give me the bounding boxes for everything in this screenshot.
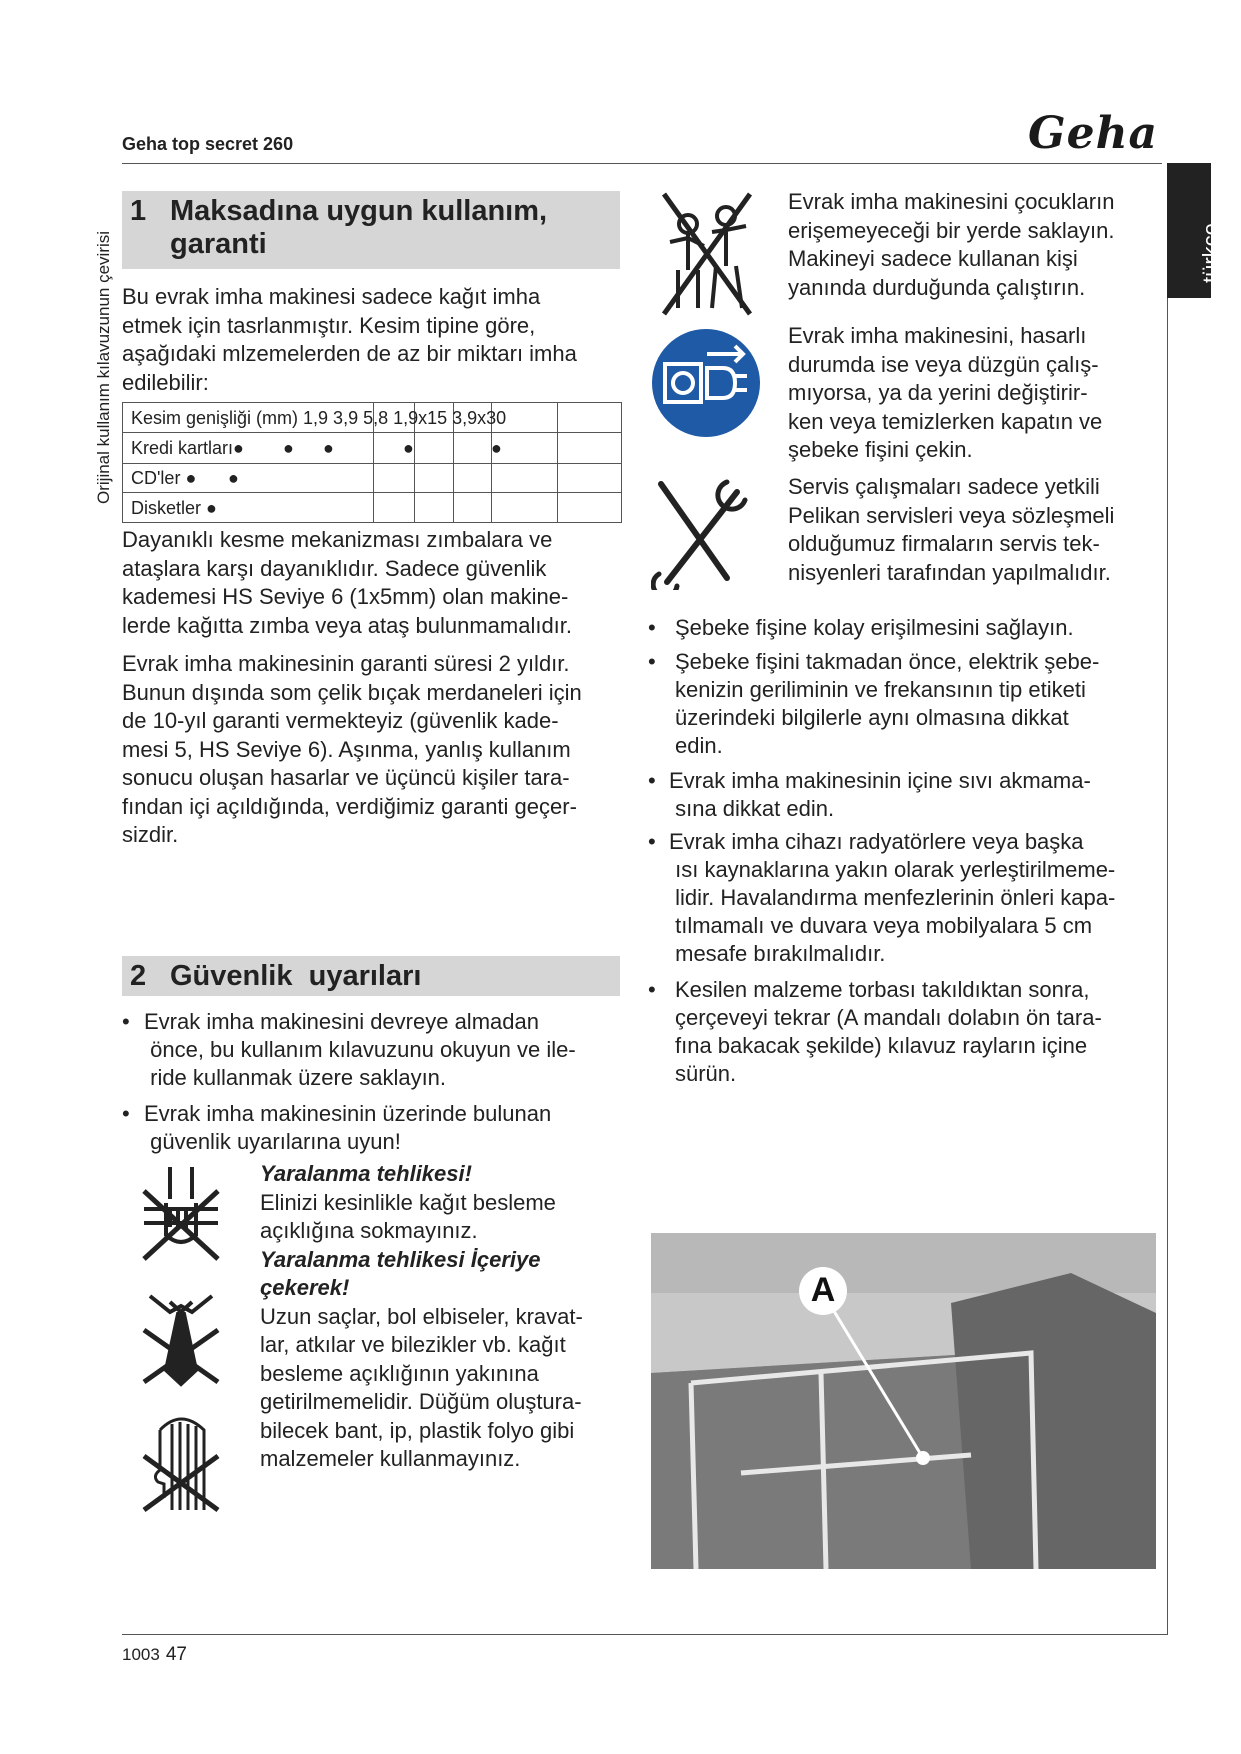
- mark-dot: ●: [323, 438, 334, 458]
- section-1-heading: [122, 191, 620, 269]
- children-prohibited-icon: [660, 190, 756, 316]
- table-row: Disketler ●: [131, 498, 217, 518]
- text-line: lar, atkılar ve bilezikler vb. kağıt: [260, 1332, 566, 1357]
- callout-label-a: A: [810, 1271, 836, 1309]
- text-line: edin.: [675, 733, 723, 758]
- page-number: 47: [165, 1644, 187, 1665]
- side-label: Orijinal kullanım kılavuzunun çevirisi: [94, 230, 113, 504]
- text-line: tılmamalı ve duvara veya mobilyalara 5 cm: [669, 913, 1093, 938]
- mark-dot: ●: [283, 438, 294, 458]
- text-line: Pelikan servisleri veya sözleşmeli: [788, 502, 1115, 528]
- text-line: yanında durduğunda çalıştırın.: [788, 274, 1086, 300]
- text-line: güvenlik uyarılarına uyun!: [144, 1129, 401, 1154]
- text-line: nisyenleri tarafından yapılmalıdır.: [788, 559, 1111, 585]
- table-row: CD'ler ●: [131, 468, 197, 488]
- text-line: ride kullanmak üzere saklayın.: [144, 1065, 447, 1090]
- text-line: kenizin geriliminin ve frekansının tip etiketi: [675, 677, 1086, 702]
- footer-divider: [122, 1634, 1168, 1635]
- unplug-warning-text: [788, 322, 1158, 465]
- text-line: Evrak imha makinesinin üzerinde bulunan: [144, 1101, 552, 1126]
- text-line: önce, bu kullanım kılavuzunu okuyun ve ile-: [144, 1037, 576, 1062]
- section-1-intro: [122, 283, 577, 397]
- text-line: durumda ise veya düzgün çalış-: [788, 351, 1099, 377]
- long-hair-warning-icon: [140, 1410, 222, 1514]
- children-warning-text: [788, 188, 1158, 302]
- text-line: Elinizi kesinlikle kağıt besleme: [260, 1189, 556, 1215]
- mark-dot: ●: [491, 438, 502, 458]
- geha-logo: Geha: [1028, 108, 1159, 159]
- section-1-para-3: [122, 650, 582, 850]
- photo-illustration: [651, 1233, 1156, 1569]
- unplug-mandatory-icon: [651, 328, 761, 438]
- text-line: sonucu oluşan hasarlar ve üçüncü kişiler tara-: [122, 765, 570, 790]
- text-line: Evrak imha makinesinin içine sıvı akmama-: [669, 768, 1091, 793]
- text-line: açıklığına sokmayınız.: [260, 1218, 478, 1243]
- text-line: Evrak imha makinesinin garanti süresi 2 yıldır.: [122, 651, 570, 676]
- text-line: Evrak imha makinesini, hasarlı: [788, 323, 1087, 348]
- text-line: Makineyi sadece kullanan kişi: [788, 246, 1078, 271]
- text-line: ken veya temizlerken kapatın ve: [788, 408, 1103, 434]
- document-code: 1003: [122, 1645, 160, 1664]
- text-line: Evrak imha makinesini devreye almadan: [144, 1009, 539, 1034]
- tie-entanglement-warning-icon: [140, 1290, 222, 1390]
- table-header-row: Kesim genişliği (mm) 1,9 3,9 5,8 1,9x15 3,9x30: [131, 408, 507, 428]
- text-line: Dayanıklı kesme mekanizması zımbalara ve: [122, 527, 553, 552]
- footer: [122, 1644, 187, 1666]
- text-line: ısı kaynaklarına yakın olarak yerleştirilmeme-: [669, 857, 1116, 882]
- tools-service-icon: [651, 478, 751, 590]
- document-title: Geha top secret 260: [122, 134, 294, 154]
- text-line: mesi 5, HS Seviye 6). Aşınma, yanlış kullanım: [122, 736, 571, 762]
- text-line: etmek için tasrlanmıştır. Kesim tipine göre,: [122, 312, 536, 338]
- section-title-line: Maksadına uygun kullanım,: [170, 195, 548, 227]
- text-line: Bunun dışında som çelik bıçak merdaneleri için: [122, 679, 582, 705]
- section-number: 1: [130, 195, 147, 227]
- text-line: Servis çalışmaları sadece yetkili: [788, 474, 1100, 499]
- mark-dot: ●: [403, 438, 414, 458]
- bag-frame-photo: [651, 1233, 1156, 1569]
- warning-title: çekerek!: [260, 1275, 350, 1300]
- hand-in-feed-warning-icon: [140, 1163, 222, 1263]
- text-line: bilecek bant, ip, plastik folyo gibi: [260, 1417, 575, 1443]
- text-line: erişemeyeceği bir yerde saklayın.: [788, 217, 1115, 243]
- right-border: [1167, 298, 1168, 1634]
- text-line: kademesi HS Seviye 6 (1x5mm) olan makine-: [122, 584, 569, 609]
- language-tab-label: türkçe: [1198, 223, 1223, 283]
- cut-width-table: [122, 402, 622, 523]
- section-2-heading: [122, 956, 620, 996]
- text-line: ataşlara karşı dayanıklıdır. Sadece güvenlik: [122, 555, 547, 581]
- text-line: mıyorsa, ya da yerini değiştirir-: [788, 380, 1088, 405]
- text-line: sizdir.: [122, 822, 179, 847]
- table-row: Kredi kartları●: [131, 438, 244, 458]
- text-line: besleme açıklığının yakınına: [260, 1360, 539, 1386]
- text-line: Evrak imha makinesini çocukların: [788, 189, 1115, 214]
- text-line: mesafe bırakılmalıdır.: [669, 941, 886, 966]
- header-divider: [122, 163, 1162, 164]
- text-line: lerde kağıtta zımba veya ataş bulunmamalıdır.: [122, 612, 573, 638]
- text-line: Bu evrak imha makinesi sadece kağıt imha: [122, 284, 541, 309]
- text-line: Kesilen malzeme torbası takıldıktan sonra,: [675, 977, 1090, 1002]
- text-line: fına bakacak şekilde) kılavuz rayların içine: [675, 1033, 1088, 1058]
- section-title: Güvenlik uyarıları: [170, 960, 422, 992]
- text-line: çerçeveyi tekrar (A mandalı dolabın ön tara-: [675, 1005, 1102, 1030]
- text-line: sına dikkat edin.: [669, 796, 835, 821]
- text-line: de 10-yıl garanti vermekteyiz (güvenlik kade-: [122, 708, 559, 733]
- section-1-para-2: [122, 526, 572, 640]
- warning-title: Yaralanma tehlikesi!: [260, 1161, 472, 1186]
- text-line: üzerindeki bilgilerle aynı olmasına dikkat: [675, 705, 1069, 730]
- text-line: Şebeke fişine kolay erişilmesini sağlayın.: [675, 615, 1074, 640]
- text-line: getirilmemelidir. Düğüm oluştura-: [260, 1389, 582, 1414]
- text-line: lidir. Havalandırma menfezlerinin önleri kapa-: [669, 885, 1116, 910]
- text-line: malzemeler kullanmayınız.: [260, 1446, 521, 1471]
- text-line: fından içi açıldığında, verdiğimiz garanti geçer-: [122, 793, 577, 819]
- text-line: Şebeke fişini takmadan önce, elektrik şebe-: [675, 649, 1100, 674]
- text-line: aşağıdaki mlzemelerden de az bir miktarı imha: [122, 341, 577, 366]
- service-warning-text: [788, 473, 1158, 587]
- language-tab: [1167, 163, 1223, 298]
- warning-title: Yaralanma tehlikesi İçeriye: [260, 1246, 541, 1272]
- text-line: şebeke fişini çekin.: [788, 437, 973, 462]
- text-line: sürün.: [675, 1061, 737, 1086]
- text-line: edilebilir:: [122, 369, 209, 395]
- section-number: 2: [130, 960, 147, 992]
- injury-warning-text: [260, 1160, 630, 1474]
- text-line: Evrak imha cihazı radyatörlere veya başka: [669, 829, 1084, 854]
- mark-dot: ●: [228, 468, 239, 488]
- section-title-line: garanti: [170, 228, 267, 260]
- text-line: Uzun saçlar, bol elbiseler, kravat-: [260, 1303, 583, 1329]
- text-line: olduğumuz firmaların servis tek-: [788, 531, 1100, 556]
